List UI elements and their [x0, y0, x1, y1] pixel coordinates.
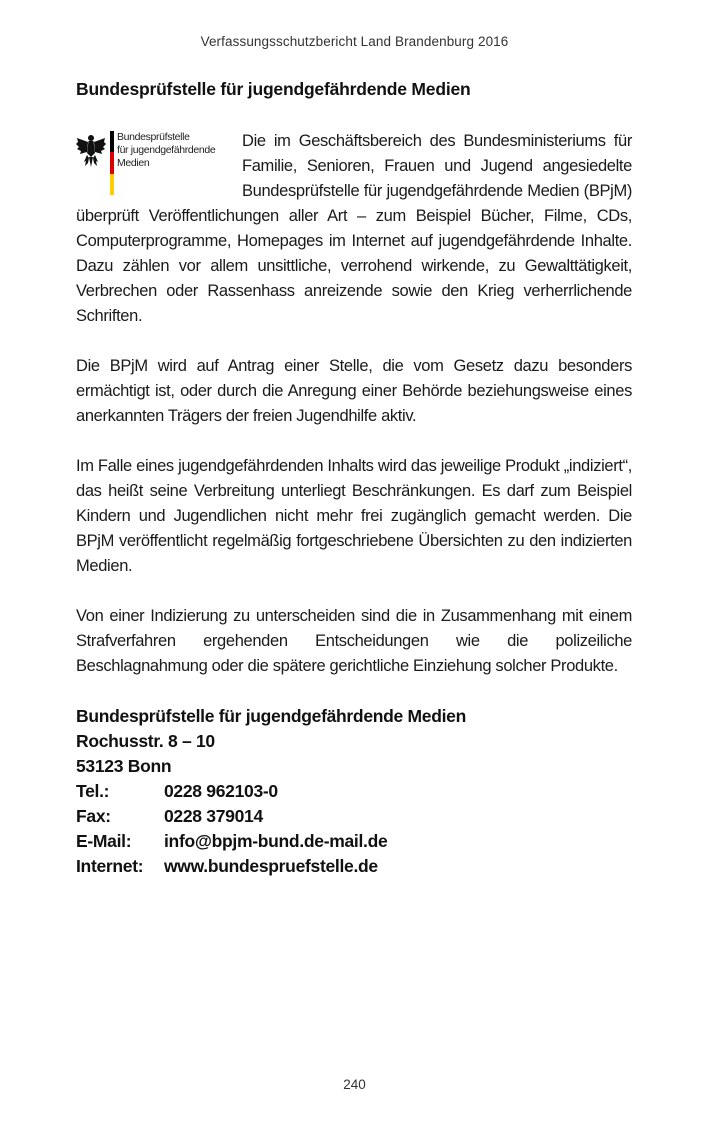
- web-value[interactable]: www.bundespruefstelle.de: [164, 856, 378, 876]
- contact-name: Bundesprüfstelle für jugendgefährdende Medien: [76, 706, 467, 726]
- contact-email-row: [76, 829, 632, 854]
- email-label: E-Mail:: [76, 831, 132, 851]
- fax-value: 0228 379014: [164, 806, 263, 826]
- paragraph-distinction: Von einer Indizierung zu unterscheiden sind die in Zusammenhang mit einem Strafverfahren ergehenden Entscheidungen wie die polizeiliche Beschlagnahmung oder die spätere gerichtliche Einziehung solcher Produkte.: [76, 607, 632, 675]
- section-title: Bundesprüfstelle für jugendgefährdende Medien: [76, 79, 471, 99]
- tel-value: 0228 962103-0: [164, 781, 278, 801]
- fax-label: Fax:: [76, 806, 111, 826]
- logo-line-2: für jugendgefährdende: [117, 144, 216, 156]
- paragraph-intro-text: Die im Geschäftsbereich des Bundesministeriums für Familie, Senioren, Frauen und Jugend angesiedelte Bundesprüfstelle für jugendgefährdende Medien (BPjM) überprüft Veröffentlichungen aller Art – zum Beispiel Bücher, Filme, CDs, Computerprogramme, Homepages im Internet auf jugendgefährdende Inhalte. Dazu zählen vor allem unsittliche, verrohend wirkende, zu Gewalttätigkeit, Verbrechen oder Rassenhass anreizende sowie den Krieg verherrlichende Schriften.: [76, 132, 632, 325]
- logo-wordmark: [117, 131, 215, 170]
- paragraph-indexing: Im Falle eines jugendgefährdenden Inhalts wird das jeweilige Produkt „indiziert“, das heißt seine Verbreitung unterliegt Beschränkungen. Es darf zum Beispiel Kindern und Jugendlichen nicht mehr frei zugänglich gemacht werden. Die BPjM veröffentlicht regelmäßig fortgeschriebene Übersichten zu den indizierten Medien.: [76, 457, 632, 575]
- bpjm-logo: [76, 131, 236, 201]
- flag-color-bar: [110, 131, 114, 195]
- running-header: Verfassungsschutzbericht Land Brandenburg 2016: [200, 34, 509, 49]
- tel-label: Tel.:: [76, 781, 110, 801]
- paragraph-intro: [76, 129, 632, 329]
- contact-tel-row: [76, 779, 632, 804]
- contact-web-row: [76, 854, 632, 879]
- email-value[interactable]: info@bpjm-bund.de-mail.de: [164, 831, 388, 851]
- contact-fax-row: [76, 804, 632, 829]
- logo-line-1: Bundesprüfstelle: [117, 131, 190, 143]
- logo-line-3: Medien: [117, 157, 150, 169]
- contact-block: [76, 704, 632, 879]
- contact-city: 53123 Bonn: [76, 756, 172, 776]
- page-content: [76, 77, 632, 879]
- paragraph-application: Die BPjM wird auf Antrag einer Stelle, die vom Gesetz dazu besonders ermächtigt ist, oder durch die Anregung einer Behörde beziehungsweise eines anerkannten Trägers der freien Jugendhilfe aktiv.: [76, 357, 632, 425]
- web-label: Internet:: [76, 856, 144, 876]
- federal-eagle-icon: [76, 133, 106, 169]
- contact-street: Rochusstr. 8 – 10: [76, 731, 215, 751]
- page-number: 240: [343, 1077, 366, 1092]
